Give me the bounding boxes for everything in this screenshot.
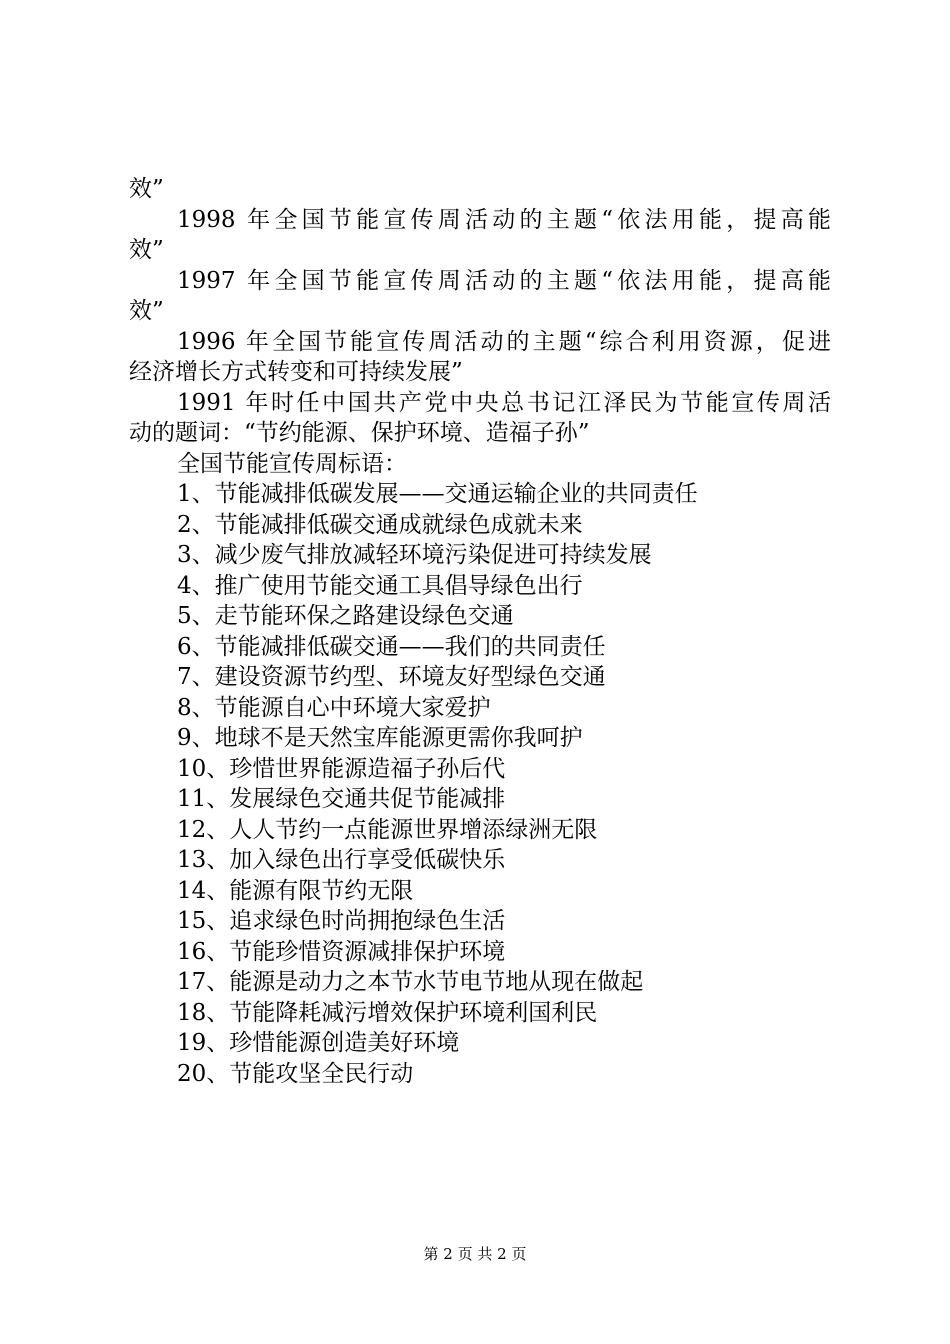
slogan-list (129, 479, 831, 1089)
slogan-item: 20、节能攻坚全民行动 (177, 1060, 414, 1087)
slogans-heading: 全国节能宣传周标语： (177, 450, 407, 477)
slogan-item: 18、节能降耗减污增效保护环境利国利民 (177, 999, 598, 1026)
paragraph-line: 效” (129, 176, 164, 202)
paragraph-line: 1997 年全国节能宣传周活动的主题“依法用能，提高能 (177, 267, 831, 294)
slogan-item: 3、减少废气排放减轻环境污染促进可持续发展 (177, 542, 652, 568)
paragraph (129, 266, 831, 327)
paragraph-line: 1998 年全国节能宣传周活动的主题“依法用能，提高能 (177, 206, 831, 233)
slogan-item: 5、走节能环保之路建设绿色交通 (177, 603, 514, 629)
paragraph-line: 动的题词：“节约能源、保护环境、造福子孙” (129, 420, 590, 446)
paragraph (129, 174, 831, 205)
slogan-item: 10、珍惜世界能源造福子孙后代 (177, 755, 506, 782)
slogan-item: 14、能源有限节约无限 (177, 877, 414, 904)
slogan-item: 2、节能减排低碳交通成就绿色成就未来 (177, 511, 583, 538)
paragraph-group (129, 174, 831, 449)
paragraph-line: 1996 年全国节能宣传周活动的主题“综合利用资源，促进 (177, 328, 831, 355)
slogan-item: 17、能源是动力之本节水节电节地从现在做起 (177, 969, 644, 995)
paragraph (129, 205, 831, 266)
slogan-item: 15、追求绿色时尚拥抱绿色生活 (177, 908, 506, 934)
document-body (129, 174, 831, 1089)
paragraph (129, 327, 831, 388)
paragraph-line: 效” (129, 237, 164, 263)
slogan-item: 13、加入绿色出行享受低碳快乐 (177, 847, 506, 873)
page-footer: 第 2 页 共 2 页 (423, 1245, 527, 1263)
slogan-item: 11、发展绿色交通共促节能减排 (177, 786, 506, 812)
slogan-item: 9、地球不是天然宝库能源更需你我呵护 (177, 725, 583, 751)
slogan-item: 4、推广使用节能交通工具倡导绿色出行 (177, 572, 583, 599)
slogan-item: 12、人人节约一点能源世界增添绿洲无限 (177, 816, 598, 843)
slogan-item: 1、节能减排低碳发展——交通运输企业的共同责任 (177, 481, 698, 507)
slogan-item: 19、珍惜能源创造美好环境 (177, 1030, 460, 1056)
slogan-item: 16、节能珍惜资源减排保护环境 (177, 938, 506, 965)
paragraph (129, 388, 831, 449)
paragraph-line: 效” (129, 298, 164, 324)
slogan-item: 8、节能源自心中环境大家爱护 (177, 694, 491, 721)
slogan-item: 7、建设资源节约型、环境友好型绿色交通 (177, 664, 606, 690)
paragraph-line: 1991 年时任中国共产党中央总书记江泽民为节能宣传周活 (177, 389, 831, 416)
slogan-item: 6、节能减排低碳交通——我们的共同责任 (177, 633, 606, 660)
paragraph-line: 经济增长方式转变和可持续发展” (129, 359, 463, 385)
